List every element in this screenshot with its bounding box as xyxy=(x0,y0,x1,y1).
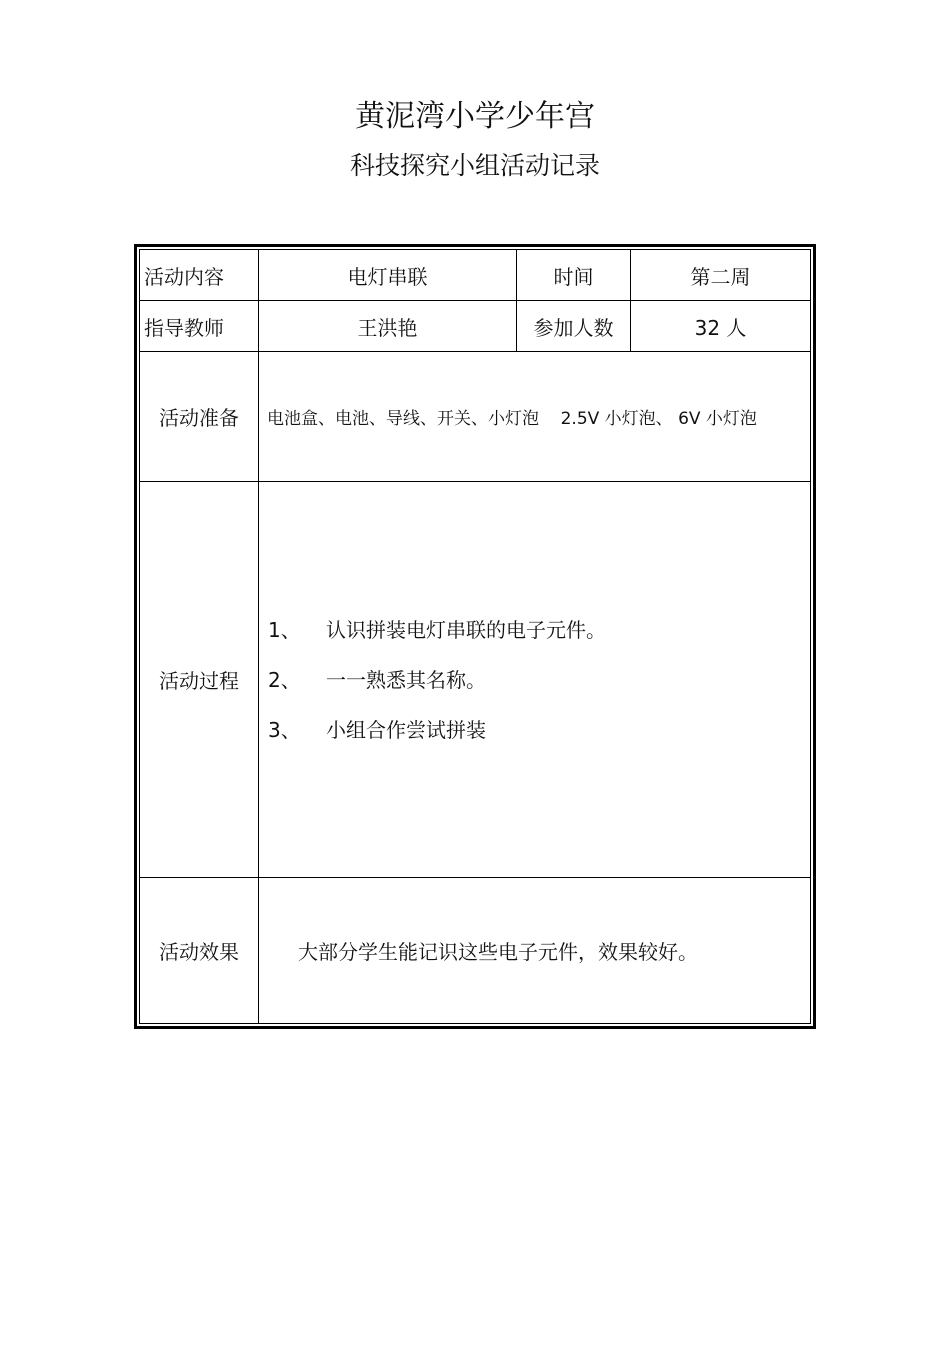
process-steps xyxy=(268,614,606,764)
step-text: 一一熟悉其名称。 xyxy=(326,668,486,692)
step-number: 1、 xyxy=(268,618,301,642)
process-step xyxy=(268,664,606,714)
step-text: 认识拼装电灯串联的电子元件。 xyxy=(326,618,606,642)
process-step xyxy=(268,614,606,664)
process-label: 活动过程 xyxy=(159,669,239,693)
effect-label: 活动效果 xyxy=(159,940,239,964)
preparation-label: 活动准备 xyxy=(159,406,239,430)
teacher-label: 指导教师 xyxy=(144,315,224,340)
activity-content-label: 活动内容 xyxy=(144,264,224,289)
step-number: 3、 xyxy=(268,718,301,742)
step-number: 2、 xyxy=(268,668,301,692)
preparation-value: 电池盒、电池、导线、开关、小灯泡 2.5V 小灯泡、 6V 小灯泡 xyxy=(267,409,757,429)
participant-count-value: 32 人 xyxy=(694,315,747,340)
activity-content-value: 电灯串联 xyxy=(347,264,428,289)
process-step xyxy=(268,714,606,764)
time-label: 时间 xyxy=(553,264,594,289)
teacher-value: 王洪艳 xyxy=(357,315,418,340)
page-title: 黄泥湾小学少年宫 xyxy=(355,99,595,134)
participant-count-label: 参加人数 xyxy=(533,315,614,340)
page-subtitle: 科技探究小组活动记录 xyxy=(349,151,600,180)
column-divider xyxy=(258,250,259,1023)
step-text: 小组合作尝试拼装 xyxy=(326,718,486,742)
effect-value: 大部分学生能记识这些电子元件，效果较好。 xyxy=(298,940,698,964)
time-value: 第二周 xyxy=(690,264,751,289)
activity-record-table xyxy=(134,244,816,1029)
